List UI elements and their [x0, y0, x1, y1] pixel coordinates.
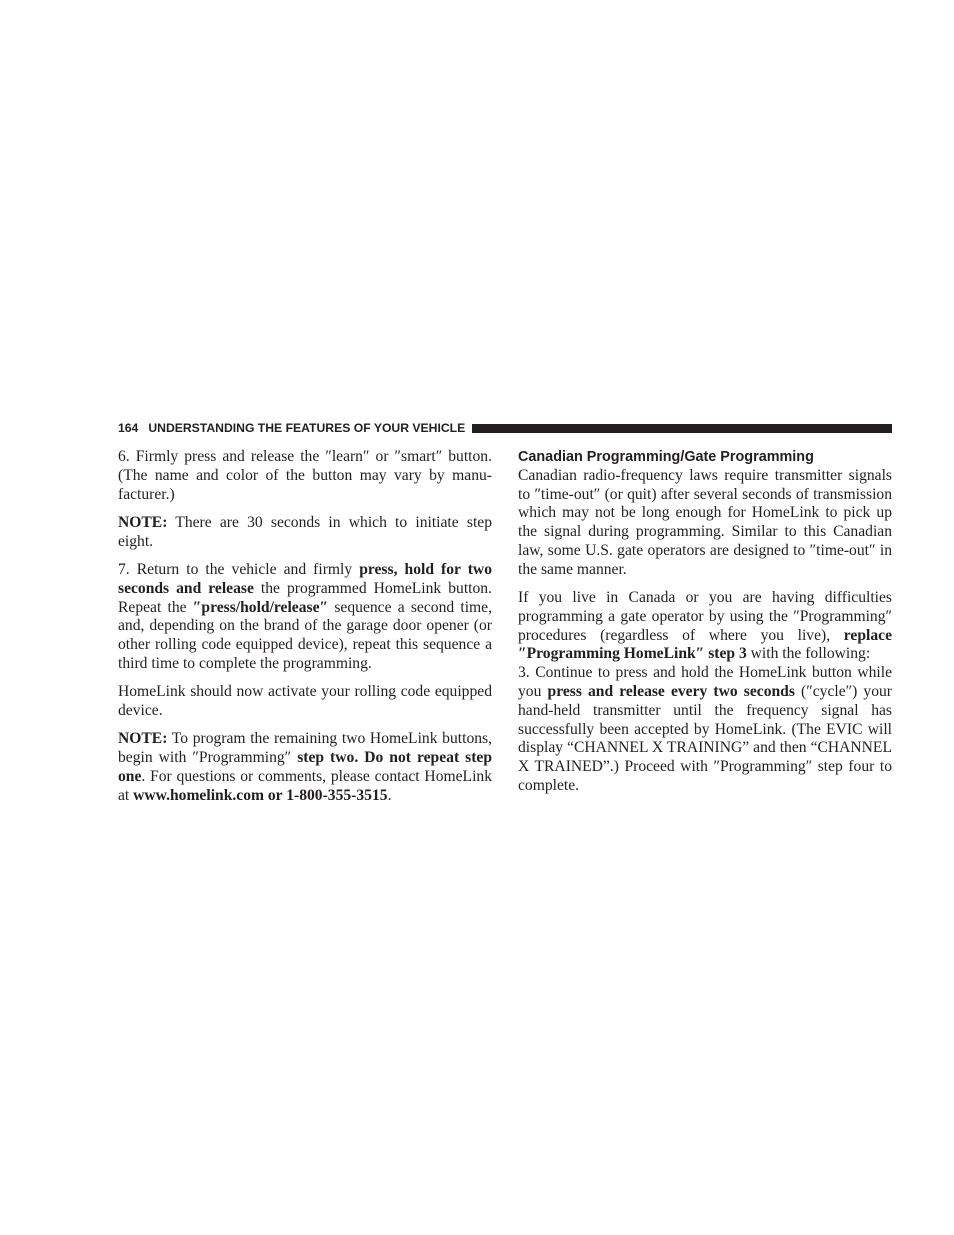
- step-six-paragraph: 6. Firmly press and release the ″learn″ or ″smart″ button. (The name and color of the button may vary by manufacturer.): [118, 448, 492, 503]
- note-remaining-text-2: . For questions or comments, please contact HomeLink at: [118, 767, 492, 804]
- note-remaining-bold-1: step two. Do not repeat step one: [118, 749, 493, 785]
- left-column: [118, 448, 492, 815]
- note-remaining-text-3: .: [387, 786, 392, 804]
- canada-text-2: with the following:: [746, 645, 871, 663]
- homelink-contact: www.homelink.com or 1-800-355-3515: [133, 786, 388, 804]
- canadian-programming-heading: Canadian Programming/Gate Programming: [518, 449, 814, 465]
- canada-text-1: If you live in Canada or you are having difficulties programming a gate operator by using the ″Programming″ procedures (regardless of where you live),: [518, 589, 892, 644]
- homelink-activate-paragraph: HomeLink should now activate your rolling code equipped device.: [118, 683, 492, 720]
- step-seven-bold-2: ″press/hold/release″: [192, 598, 329, 616]
- step-seven-bold-1: press, hold for two seconds and release: [118, 560, 492, 597]
- note-label: NOTE:: [118, 730, 168, 748]
- header-rule: [472, 424, 892, 433]
- step-seven-text-3: sequence a second time, and, depending on the brand of the garage door opener (or other rolling code equipped device), repeat this sequence a third time to complete the programming.: [118, 598, 492, 672]
- step-three-text-1: 3. Continue to press and hold the HomeLink button while you: [518, 664, 892, 701]
- note-text: There are 30 seconds in which to initiate step eight.: [118, 513, 492, 550]
- page-header: [118, 420, 892, 436]
- step-seven-paragraph: [118, 561, 492, 674]
- canada-difficulties-paragraph: [518, 589, 892, 664]
- step-three-text-2: (″cycle″) your hand-held transmitter until the frequency signal has successfully been accepted by HomeLink. (The EVIC will display “CHANNEL X TRAINING” and then “CHANNEL X TRAINED”.) Proceed with ″Programming″ step four to complete.: [518, 683, 892, 795]
- note-remaining-text-1: To program the remaining two HomeLink buttons, begin with ″Programming″: [118, 730, 492, 767]
- canadian-laws-paragraph: Canadian radio-frequency laws require transmitter signals to ″time-out″ (or quit) after several seconds of transmission which may not be long enough for HomeLink to pick up the signal during programming. Similar to this Canadian law, some U.S. gate operators are designed to ″time-out″ in the same manner.: [518, 466, 892, 578]
- section-title: UNDERSTANDING THE FEATURES OF YOUR VEHICLE: [148, 421, 466, 435]
- note-thirty-seconds: [118, 514, 492, 552]
- canada-bold-1: replace ″Programming HomeLink″ step 3: [518, 626, 892, 663]
- note-label: NOTE:: [118, 513, 168, 531]
- step-three-bold-1: press and release every two seconds: [547, 683, 795, 701]
- note-remaining-buttons: [118, 730, 492, 805]
- step-seven-text-2: the programmed HomeLink button. Repeat the: [118, 579, 492, 616]
- step-three-paragraph: [518, 664, 892, 796]
- step-seven-text-1: 7. Return to the vehicle and firmly: [118, 560, 360, 578]
- page-number: 164: [118, 421, 139, 435]
- right-column: [518, 448, 892, 805]
